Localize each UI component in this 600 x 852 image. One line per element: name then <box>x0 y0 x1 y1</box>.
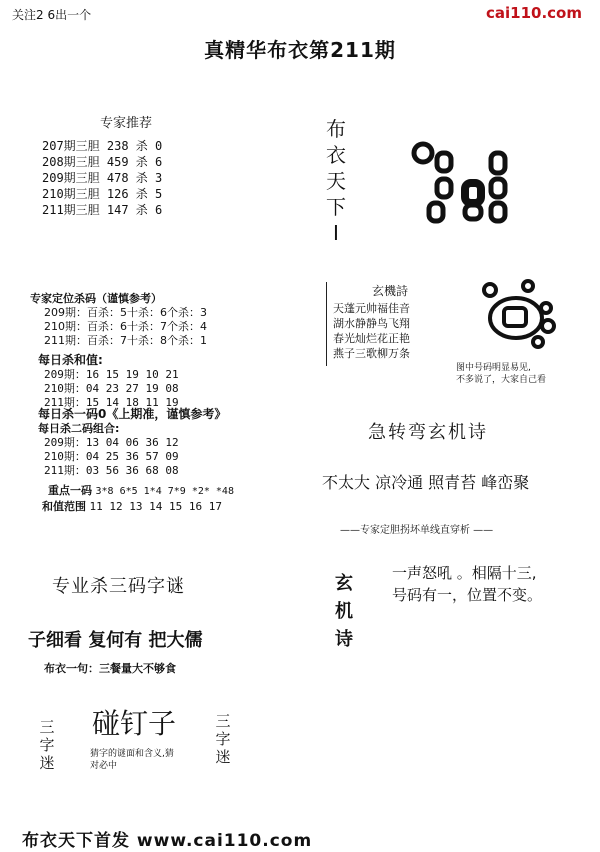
brand-vertical-text <box>322 116 350 246</box>
vertical-char: 字 <box>215 730 231 748</box>
table-row: 210期三胆 126 杀 5 <box>42 187 163 201</box>
one-code-block <box>38 406 226 478</box>
hint-line: 猜字的谜面和含义,猜 <box>90 749 174 759</box>
hidden-digits-image <box>405 135 525 235</box>
expert-kill-table <box>42 138 162 218</box>
vertical-char: 天 <box>326 169 346 193</box>
table-row: 209期：百杀：5十杀：6个杀：3 <box>44 306 207 319</box>
sum-range-label: 和值范围 <box>42 500 86 513</box>
one-code-subtitle: 每日杀二码组合: <box>38 422 120 435</box>
vertical-char: I <box>333 221 339 245</box>
xuanji-vertical <box>330 570 358 654</box>
table-row: 209期三胆 478 杀 3 <box>42 171 163 185</box>
footer-text: 布衣天下首发 www.cai110.com <box>22 831 313 851</box>
table-row: 209期：13 04 06 36 12 <box>44 436 179 449</box>
riddle-left-vertical <box>36 718 58 772</box>
sum-range <box>42 500 222 514</box>
mystery-poem-box <box>326 282 447 366</box>
table-row: 207期三胆 238 杀 0 <box>42 139 163 153</box>
caption-line: 不多说了，大家自己看 <box>456 375 547 385</box>
table-row: 210期：百杀：6十杀：7个杀：4 <box>44 320 207 333</box>
table-row: 211期：百杀：7十杀：8个杀：1 <box>44 334 207 347</box>
vertical-char: 机 <box>335 601 353 622</box>
caption-line: 图中号码明显易见, <box>456 363 531 373</box>
riddle-big-word: 碰钉子 <box>92 707 177 740</box>
top-note: 关注2 6出一个 <box>12 8 92 22</box>
hint-line: 对必中 <box>90 761 118 771</box>
table-row: 208期三胆 459 杀 6 <box>42 155 163 169</box>
table-row: 210期：04 23 27 19 08 <box>44 382 179 395</box>
riddle-hint <box>90 748 174 772</box>
position-kill-block <box>30 292 207 348</box>
xuanji-line: 一声怒吼 。相隔十三, <box>392 564 537 582</box>
vertical-char: 衣 <box>326 143 346 167</box>
sum-kill-block <box>38 352 179 410</box>
vertical-char: 三 <box>39 718 55 736</box>
key-one-label: 重点一码 <box>48 484 92 497</box>
table-row: 211期三胆 147 杀 6 <box>42 203 163 217</box>
table-row: 211期：03 56 36 68 08 <box>44 464 179 477</box>
poem-digits-image <box>468 278 564 358</box>
riddle-line: 子细看 复何有 把大儒 <box>28 630 203 651</box>
poem-line: 湖水静静鸟飞翔 <box>333 317 410 330</box>
one-code-title: 每日杀一码0《上期准，谨慎参考》 <box>38 407 227 421</box>
riddle-title: 专业杀三码字谜 <box>52 576 185 597</box>
expert-kill-title: 专家推荐 <box>100 116 153 131</box>
riddle-right-vertical <box>212 712 234 766</box>
key-one-code <box>48 484 234 499</box>
sum-range-values: 11 12 13 14 15 16 17 <box>89 500 222 513</box>
poem-line: 天蓬元帅福佳音 <box>333 302 410 315</box>
xuanji-line: 号码有一，位置不变。 <box>392 586 543 604</box>
vertical-char: 字 <box>39 736 55 754</box>
sum-kill-title: 每日杀和值: <box>38 353 103 367</box>
page-title: 真精华布衣第211期 <box>204 38 396 62</box>
vertical-char: 迷 <box>215 748 231 766</box>
table-row: 210期：04 25 36 57 09 <box>44 450 179 463</box>
vertical-char: 迷 <box>39 754 55 772</box>
xuanji-text <box>392 562 542 606</box>
vertical-char: 布 <box>326 117 346 141</box>
vertical-char: 诗 <box>335 629 353 650</box>
vertical-char: 下 <box>326 195 346 219</box>
riddle-saying: 布衣一句：三餐量大不够食 <box>44 662 176 675</box>
mystery-poem-title: 玄機詩 <box>371 284 408 298</box>
table-row: 211期：15 14 18 11 19 <box>44 396 179 409</box>
position-kill-title: 专家定位杀码（谨慎参考） <box>30 292 162 305</box>
poem-caption <box>456 362 546 386</box>
key-one-values: 3*8 6*5 1*4 7*9 *2* *48 <box>95 486 234 497</box>
urgent-poem-line: 不太大 凉冷通 照青苔 峰峦聚 <box>322 473 530 492</box>
poem-line: 春光灿烂花正艳 <box>333 332 410 345</box>
expert-divider: ——专家定胆拐坏单线直穿析 —— <box>340 525 494 536</box>
table-row: 209期：16 15 19 10 21 <box>44 368 179 381</box>
vertical-char: 玄 <box>335 573 353 594</box>
site-watermark: cai110.com <box>486 4 582 22</box>
poem-line: 燕子三歌柳万条 <box>333 347 410 360</box>
vertical-char: 三 <box>215 712 231 730</box>
urgent-poem-title: 急转弯玄机诗 <box>368 422 488 443</box>
